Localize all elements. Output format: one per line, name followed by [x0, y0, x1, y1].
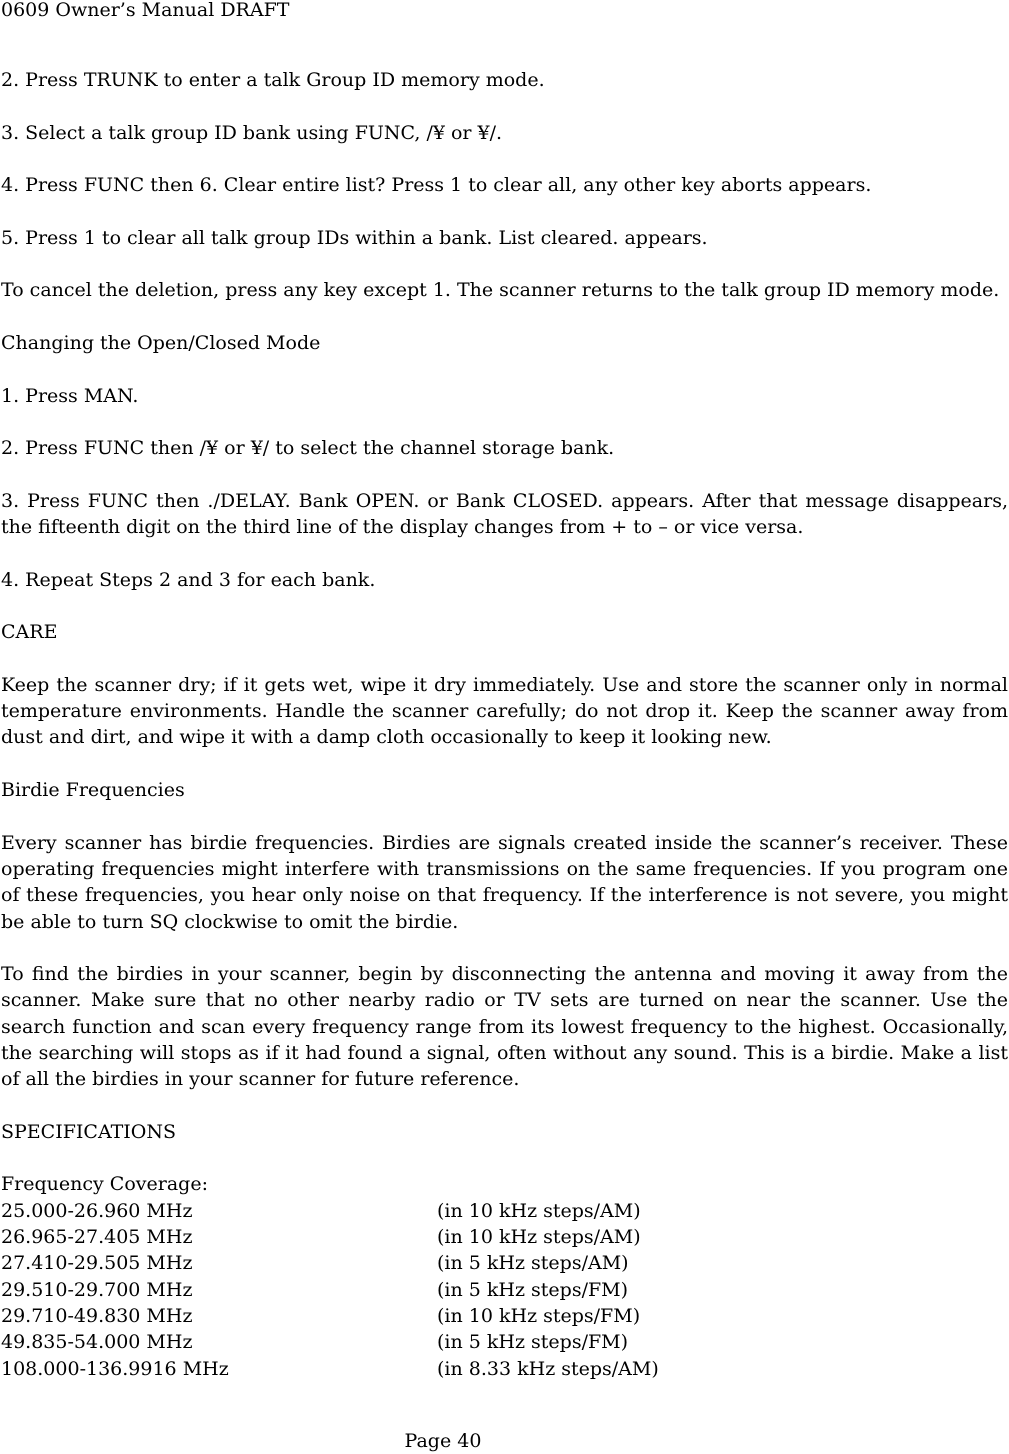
document-body: [1, 67, 1008, 1382]
step-select-bank: 3. Select a talk group ID bank using FUNC, /¥ or ¥/.: [1, 121, 503, 144]
spec-range: 29.710-49.830 MHz: [1, 1304, 193, 1327]
open-closed-step-3: 3. Press FUNC then ./DELAY. Bank OPEN. or Bank CLOSED. appears. After that message disappears, the fifteenth digit on the third line of the display changes from + to – or vice versa.: [1, 489, 1008, 539]
spec-step: (in 5 kHz steps/AM): [437, 1252, 629, 1275]
page-number: Page 40: [404, 1430, 482, 1452]
spec-step: (in 8.33 kHz steps/AM): [437, 1357, 659, 1380]
spec-range: 25.000-26.960 MHz: [1, 1199, 193, 1222]
specifications-heading: SPECIFICATIONS: [1, 1120, 177, 1143]
open-closed-step-1: 1. Press MAN.: [1, 384, 139, 407]
spec-row: [1, 1329, 1008, 1355]
spec-row: [1, 1356, 1008, 1382]
spec-range: 108.000-136.9916 MHz: [1, 1357, 229, 1380]
spec-step: (in 5 kHz steps/FM): [437, 1331, 629, 1354]
page-header: 0609 Owner’s Manual DRAFT: [1, 0, 290, 21]
spec-step: (in 5 kHz steps/FM): [437, 1278, 629, 1301]
spec-range: 49.835-54.000 MHz: [1, 1331, 193, 1354]
spec-step: (in 10 kHz steps/FM): [437, 1304, 641, 1327]
spec-row: [1, 1303, 1008, 1329]
open-closed-step-2: 2. Press FUNC then /¥ or ¥/ to select the channel storage bank.: [1, 437, 615, 460]
open-closed-step-4: 4. Repeat Steps 2 and 3 for each bank.: [1, 568, 376, 591]
frequency-coverage-label: Frequency Coverage:: [1, 1173, 208, 1196]
spec-row: [1, 1198, 1008, 1224]
spec-row: [1, 1250, 1008, 1276]
spec-row: [1, 1277, 1008, 1303]
birdie-paragraph-2: To find the birdies in your scanner, begin by disconnecting the antenna and moving it away from the scanner. Make sure that no other nearby radio or TV sets are turned on near the scanner. Use the search function and scan every frequency range from its lowest frequency to the highest. Occasionally, the searching will stops as if it had found a signal, often without any sound. This is a birdie. Make a list of all the birdies in your scanner for future reference.: [1, 963, 1008, 1091]
step-trunk: 2. Press TRUNK to enter a talk Group ID memory mode.: [1, 69, 545, 91]
spec-row: [1, 1224, 1008, 1250]
care-heading: CARE: [1, 621, 58, 644]
spec-range: 26.965-27.405 MHz: [1, 1226, 193, 1249]
spec-step: (in 10 kHz steps/AM): [437, 1226, 641, 1249]
spec-step: (in 10 kHz steps/AM): [437, 1199, 641, 1222]
step-clear-all: 5. Press 1 to clear all talk group IDs within a bank. List cleared. appears.: [1, 226, 708, 249]
birdie-heading: Birdie Frequencies: [1, 779, 185, 802]
open-closed-heading: Changing the Open/Closed Mode: [1, 331, 321, 354]
care-text: Keep the scanner dry; if it gets wet, wipe it dry immediately. Use and store the scanner only in normal temperature environments. Handle the scanner carefully; do not drop it. Keep the scanner away from dust and dirt, and wipe it with a damp cloth occasionally to keep it looking new.: [1, 673, 1008, 749]
spec-range: 27.410-29.505 MHz: [1, 1252, 193, 1275]
spec-range: 29.510-29.700 MHz: [1, 1278, 193, 1301]
cancel-deletion-note: To cancel the deletion, press any key except 1. The scanner returns to the talk group ID memory mode.: [1, 279, 1000, 302]
step-func-6: 4. Press FUNC then 6. Clear entire list? Press 1 to clear all, any other key aborts appears.: [1, 174, 872, 197]
birdie-paragraph-1: Every scanner has birdie frequencies. Birdies are signals created inside the scanner’s receiver. These operating frequencies might interfere with transmissions on the same frequencies. If you program one of these frequencies, you hear only noise on that frequency. If the interference is not severe, you might be able to turn SQ clockwise to omit the birdie.: [1, 831, 1008, 933]
